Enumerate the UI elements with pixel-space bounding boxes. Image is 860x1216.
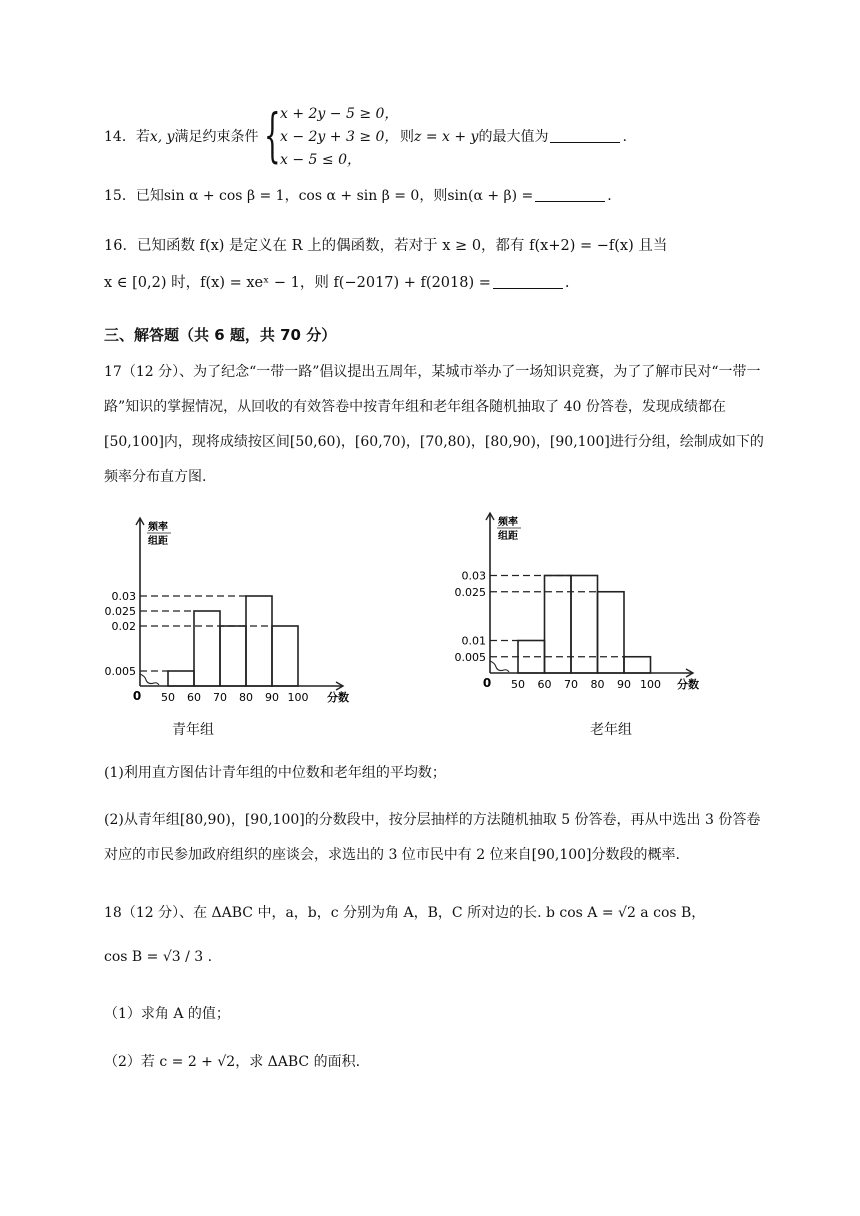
q14-mid: 满足约束条件: [174, 129, 259, 145]
x-tick-label: 80: [239, 691, 253, 704]
y-tick-label: 0.02: [111, 620, 136, 633]
histogram-bar: [272, 626, 298, 686]
q15-eq1: sin α + cos β = 1: [163, 188, 285, 204]
histogram-bar: [168, 671, 194, 686]
q17-part1: (1)利用直方图估计青年组的中位数和老年组的平均数；: [104, 765, 446, 781]
q17-part2: (2)从青年组[80,90)，[90,100]的分数段中，按分层抽样的方法随机抽取 5 份答卷，再从中选出 3 份答卷对应的市民参加政府组织的座谈会，求选出的 3 位市民中有 2 位来自[90,100]分数段的概率.: [104, 812, 761, 863]
histogram-elderly-plot: [455, 513, 700, 691]
q14-then: 则: [400, 129, 414, 145]
q16-answer-blank: [493, 274, 563, 289]
q14-end: .: [622, 129, 627, 145]
histogram-bar: [194, 611, 220, 686]
q14-tail-text: 的最大值为: [478, 129, 549, 145]
y-tick-label: 0.005: [454, 650, 486, 664]
q14-constraint-3: x − 5 ≤ 0，: [280, 152, 361, 168]
x-tick-label: 100: [640, 678, 661, 691]
x-tick-label: 50: [511, 678, 525, 691]
origin-label: 0: [482, 676, 492, 690]
y-axis-label-top: 频率: [148, 522, 168, 533]
q15-then: ，则: [419, 188, 448, 204]
q16-line1: 16．已知函数 f(x) 是定义在 R 上的偶函数，若对于 x ≥ 0，都有 f(x+2) = −f(x) 且当: [104, 238, 668, 254]
histogram-bar: [545, 576, 572, 674]
q14-prefix: [104, 127, 259, 147]
origin-label: 0: [132, 689, 142, 703]
histogram-elderly: [448, 508, 708, 708]
q18-part2: （2）若 c = 2 + √2，求 ΔABC 的面积.: [104, 1054, 361, 1070]
q15-eq2: cos α + sin β = 0: [298, 188, 420, 204]
q18-line2: cos B = √3 / 3 .: [104, 949, 213, 965]
q14-tail: [400, 127, 627, 147]
q18-part1: （1）求角 A 的值；: [104, 1006, 230, 1022]
q17-text: 17（12 分）、为了纪念“一带一路”倡议提出五周年，某城市举办了一场知识竞赛，为了了解市民对“一带一路”知识的掌握情况，从回收的有效答卷中按青年组和老年组各随机抽取了 40 份答卷，发现成绩都在[50,100]内，现将成绩按区间[50,60)，[60,70)，[70,80)，[80,90)，[90,100]进行分组，绘制成如下的频率分布直方图.: [104, 364, 764, 485]
x-tick-label: 70: [213, 691, 227, 704]
x-tick-label: 50: [161, 691, 175, 704]
x-tick-label: 60: [537, 678, 552, 691]
x-tick-label: 70: [564, 678, 578, 691]
histogram-bar: [571, 576, 598, 674]
q15-prefix: 15．已知: [104, 188, 164, 204]
y-tick-label: 0.01: [461, 634, 486, 648]
axis-break: [490, 661, 509, 672]
histogram-bar: [624, 657, 651, 673]
x-tick-label: 80: [590, 678, 605, 691]
q15-sep: ，: [284, 188, 299, 204]
q14-prefix-text: 14．若: [104, 129, 150, 145]
chart-caption-youth: 青年组: [172, 722, 214, 738]
q18-line1: 18（12 分）、在 ΔABC 中，a，b，c 分别为角 A，B，C 所对边的长. b cos A = √2 a cos B，: [104, 905, 706, 921]
q14-constraint-2: x − 2y + 3 ≥ 0，: [280, 129, 399, 145]
chart-caption-elderly: 老年组: [590, 722, 632, 738]
x-tick-label: 100: [287, 691, 309, 704]
q16-end: .: [564, 275, 570, 291]
section-3-heading: [104, 324, 336, 345]
q14-brace: {: [264, 101, 281, 169]
q15-answer-blank: [535, 187, 605, 202]
histogram-youth: [104, 508, 378, 708]
y-axis-label-bottom: 组距: [148, 536, 168, 547]
q14-expr: z = x + y: [414, 129, 479, 145]
q15-eq3: sin(α + β) =: [447, 188, 534, 204]
q14-vars: x, y: [149, 129, 175, 145]
x-axis-label: 分数: [677, 678, 699, 691]
histogram-bar: [220, 626, 246, 686]
x-tick-label: 60: [187, 691, 201, 704]
y-tick-label: 0.005: [104, 665, 136, 678]
x-axis-label: 分数: [327, 691, 349, 704]
histogram-bar: [598, 592, 625, 673]
section-3-title: 三、解答题（共 6 题，共 70 分）: [104, 326, 337, 344]
x-tick-label: 90: [617, 678, 631, 691]
y-tick-label: 0.025: [104, 605, 136, 618]
y-tick-label: 0.025: [454, 585, 486, 599]
q14-constraint-1: x + 2y − 5 ≥ 0，: [280, 106, 399, 122]
x-tick-label: 90: [265, 691, 279, 704]
q16-line2: [104, 273, 570, 293]
q14-answer-blank: [550, 128, 620, 143]
y-tick-label: 0.03: [111, 590, 136, 603]
q15: [104, 186, 612, 206]
y-axis-label-top: 频率: [498, 517, 518, 528]
histogram-bar: [246, 596, 272, 686]
axis-break: [140, 674, 159, 685]
q16-line2-text: x ∈ [0,2) 时，f(x) = xeˣ − 1，则 f(−2017) + f(2018) =: [104, 275, 491, 291]
y-tick-label: 0.03: [461, 569, 486, 583]
histogram-youth-plot: [105, 518, 350, 704]
q15-end: .: [607, 188, 612, 204]
y-axis-label-bottom: 组距: [498, 531, 518, 542]
